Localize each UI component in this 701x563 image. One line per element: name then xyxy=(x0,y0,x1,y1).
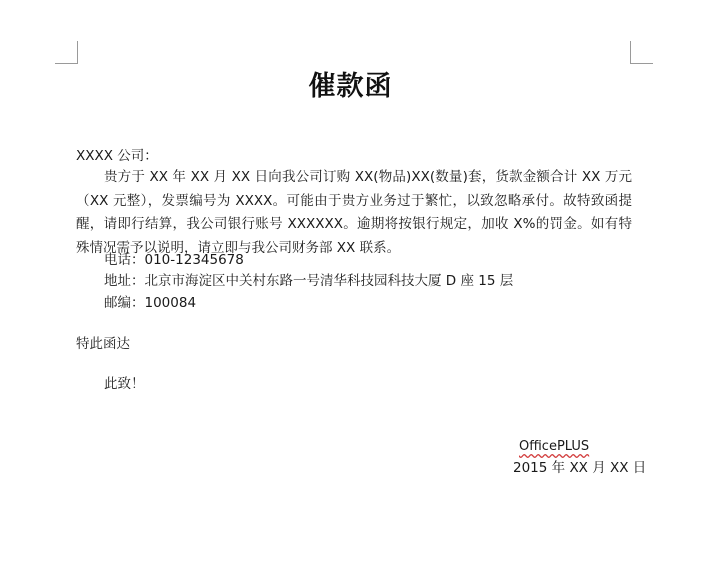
letter-body: 贵方于 XX 年 XX 月 XX 日向我公司订购 XX(物品)XX(数量)套，货款金额合计 XX 万元（XX 元整），发票编号为 XXXX。可能由于贵方业务过于繁忙，以致忽略承付。故特致函提醒，请即行结算，我公司银行账号 XXXXXX。逾期将按银行规定，加收 X%的罚金。如有特殊情况需予以说明，请立即与我公司财务部 XX 联系。 xyxy=(76,169,632,256)
signature-company: OfficePLUS xyxy=(519,439,590,454)
postcode-line: 邮编：100084 xyxy=(104,295,197,311)
salutation: XXXX 公司： xyxy=(76,148,158,164)
address-line: 地址：北京市海淀区中关村东路一号清华科技园科技大厦 D 座 15 层 xyxy=(104,273,514,289)
phone-line: 电话：010-12345678 xyxy=(104,252,244,268)
letter-title: 催款函 xyxy=(308,71,393,102)
regards-line: 此致！ xyxy=(104,376,145,392)
top-right-margin-mark xyxy=(630,41,653,64)
signature-date: 2015 年 XX 月 XX 日 xyxy=(513,460,647,476)
top-left-margin-mark xyxy=(55,41,78,64)
closing-line: 特此函达 xyxy=(76,336,130,352)
